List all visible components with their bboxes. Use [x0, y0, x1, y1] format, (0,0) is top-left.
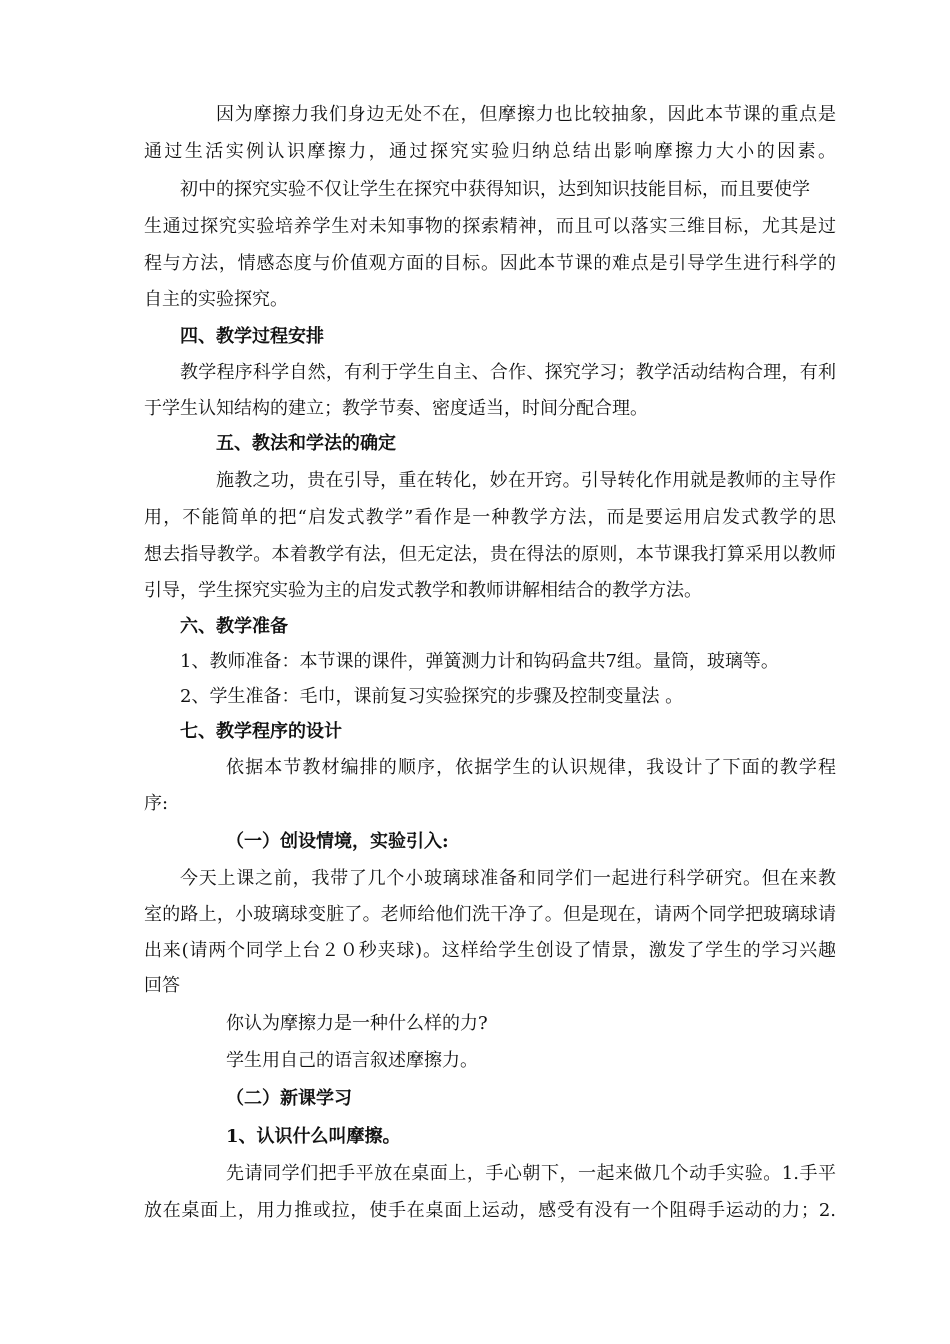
paragraph-line: 引导，学生探究实验为主的启发式教学和教师讲解相结合的教学方法。: [144, 580, 702, 601]
paragraph-line: 今天上课之前，我带了几个小玻璃球准备和同学们一起进行科学研究。但在来教: [180, 868, 836, 889]
paragraph-line: 回答: [144, 975, 180, 996]
section-heading: 七、教学程序的设计: [180, 721, 342, 742]
paragraph-line: 初中的探究实验不仅让学生在探究中获得知识，达到知识技能目标，而且要使学: [180, 179, 810, 200]
paragraph-line: 因为摩擦力我们身边无处不在，但摩擦力也比较抽象，因此本节课的重点是: [216, 104, 836, 125]
paragraph-line: 自主的实验探究。: [144, 289, 288, 310]
paragraph-line: 程与方法，情感态度与价值观方面的目标。因此本节课的难点是引导学生进行科学的: [144, 253, 836, 274]
section-heading: 四、教学过程安排: [180, 326, 324, 347]
section-heading: 六、教学准备: [180, 616, 288, 637]
paragraph-line: 你认为摩擦力是一种什么样的力?: [226, 1013, 488, 1034]
subsection-heading: （一）创设情境，实验引入:: [226, 831, 449, 852]
list-item: 1、教师准备：本节课的课件，弹簧测力计和钩码盒共7组。量筒，玻璃等。: [180, 651, 779, 672]
paragraph-line: 出来(请两个同学上台２０秒夹球)。这样给学生创设了情景，激发了学生的学习兴趣: [144, 940, 836, 961]
paragraph-line: 教学程序科学自然，有利于学生自主、合作、探究学习；教学活动结构合理，有利: [180, 362, 836, 383]
paragraph-line: 想去指导教学。本着教学有法，但无定法，贵在得法的原则，本节课我打算采用以教师: [144, 544, 836, 565]
paragraph-line: 于学生认知结构的建立；教学节奏、密度适当，时间分配合理。: [144, 398, 648, 419]
paragraph-line: 生通过探究实验培养学生对未知事物的探索精神，而且可以落实三维目标，尤其是过: [144, 216, 836, 237]
paragraph-line: 室的路上，小玻璃球变脏了。老师给他们洗干净了。但是现在，请两个同学把玻璃球请: [144, 904, 836, 925]
paragraph-line: 学生用自己的语言叙述摩擦力。: [226, 1050, 478, 1071]
paragraph-line: 通过生活实例认识摩擦力，通过探究实验归纳总结出影响摩擦力大小的因素。: [144, 141, 836, 162]
paragraph-line: 用，不能简单的把“启发式教学”看作是一种教学方法，而是要运用启发式教学的思: [144, 507, 836, 528]
section-heading: 五、教法和学法的确定: [216, 433, 396, 454]
subsection-heading: （二）新课学习: [226, 1088, 352, 1109]
subsection-heading: 1、认识什么叫摩擦。: [226, 1126, 401, 1147]
paragraph-line: 施教之功，贵在引导，重在转化，妙在开窍。引导转化作用就是教师的主导作: [216, 470, 836, 491]
paragraph-line: 放在桌面上，用力推或拉，使手在桌面上运动，感受有没有一个阻碍手运动的力；2.: [144, 1200, 836, 1221]
paragraph-line: 序:: [144, 793, 169, 814]
paragraph-line: 依据本节教材编排的顺序，依据学生的认识规律，我设计了下面的教学程: [226, 757, 836, 778]
list-item: 2、学生准备：毛巾，课前复习实验探究的步骤及控制变量法 。: [180, 686, 684, 707]
paragraph-line: 先请同学们把手平放在桌面上，手心朝下，一起来做几个动手实验。1.手平: [226, 1163, 836, 1184]
